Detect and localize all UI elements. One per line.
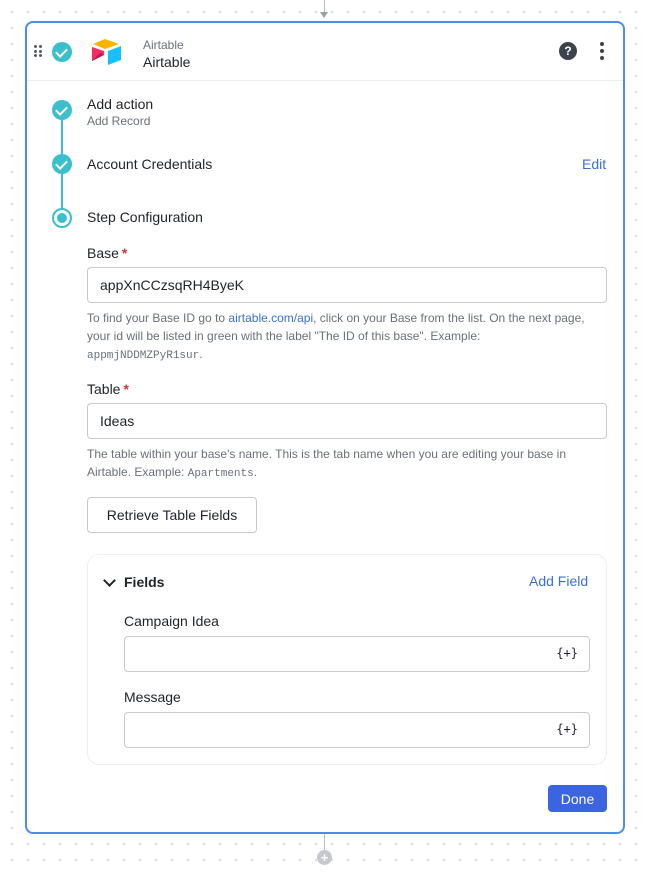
step-subtitle-add-record: Add Record [87,114,151,128]
edit-credentials-link[interactable]: Edit [582,156,607,172]
help-icon[interactable]: ? [559,42,577,60]
airtable-logo [90,37,124,67]
insert-variable-icon[interactable]: {+} [556,646,578,660]
done-button[interactable]: Done [548,785,607,812]
table-help-text [87,445,587,483]
campaign-idea-label: Campaign Idea [124,613,219,629]
table-label-text: Table [87,381,121,397]
table-help-end: . [253,465,258,479]
base-help-after: , click on your Base from the list. On the next page, your id will be listed in green with the label "The ID of this base". Example: [87,311,585,343]
step-title-step-configuration: Step Configuration [87,209,203,225]
base-input[interactable] [87,267,607,303]
base-label [87,245,127,261]
current-step-icon [52,208,72,228]
arrow-down-icon [320,12,328,18]
base-help-end: . [199,347,203,361]
step-title-add-action: Add action [87,96,154,112]
fields-panel [87,554,607,765]
step-card [25,21,625,834]
message-input[interactable] [124,712,590,748]
airtable-api-link[interactable]: airtable.com/api [228,311,314,325]
step-title-account-credentials: Account Credentials [87,156,213,172]
flow-connector-bottom [324,834,325,850]
table-help-before: The table within your base's name. This is the tab name when you are editing your base in Airtable. Example: [87,447,567,479]
table-help-example: Apartments [187,468,254,480]
app-subtitle: Airtable [143,38,184,52]
step-rail [61,120,63,154]
step-rail [61,174,63,208]
base-label-text: Base [87,245,119,261]
app-title: Airtable [143,54,191,70]
fields-title[interactable]: Fields [124,574,165,590]
add-step-icon[interactable]: + [317,850,332,865]
chevron-down-icon[interactable] [103,574,116,587]
campaign-idea-input[interactable] [124,636,590,672]
check-circle-icon [52,154,72,174]
required-marker: * [121,245,128,261]
retrieve-table-fields-button[interactable]: Retrieve Table Fields [87,497,257,533]
check-circle-icon [52,42,72,62]
step-header[interactable] [27,23,623,81]
base-help-text [87,309,587,365]
table-input[interactable] [87,403,607,439]
base-help-before: To find your Base ID go to [87,311,229,325]
insert-variable-icon[interactable]: {+} [556,722,578,736]
table-label [87,381,129,397]
base-help-example: appmjNDDMZPyR1sur [87,350,200,362]
more-vertical-icon[interactable] [595,42,609,60]
add-field-link[interactable]: Add Field [529,573,589,589]
check-circle-icon [52,100,72,120]
message-label: Message [124,689,181,705]
required-marker: * [123,381,129,397]
drag-handle-icon[interactable] [34,45,42,57]
